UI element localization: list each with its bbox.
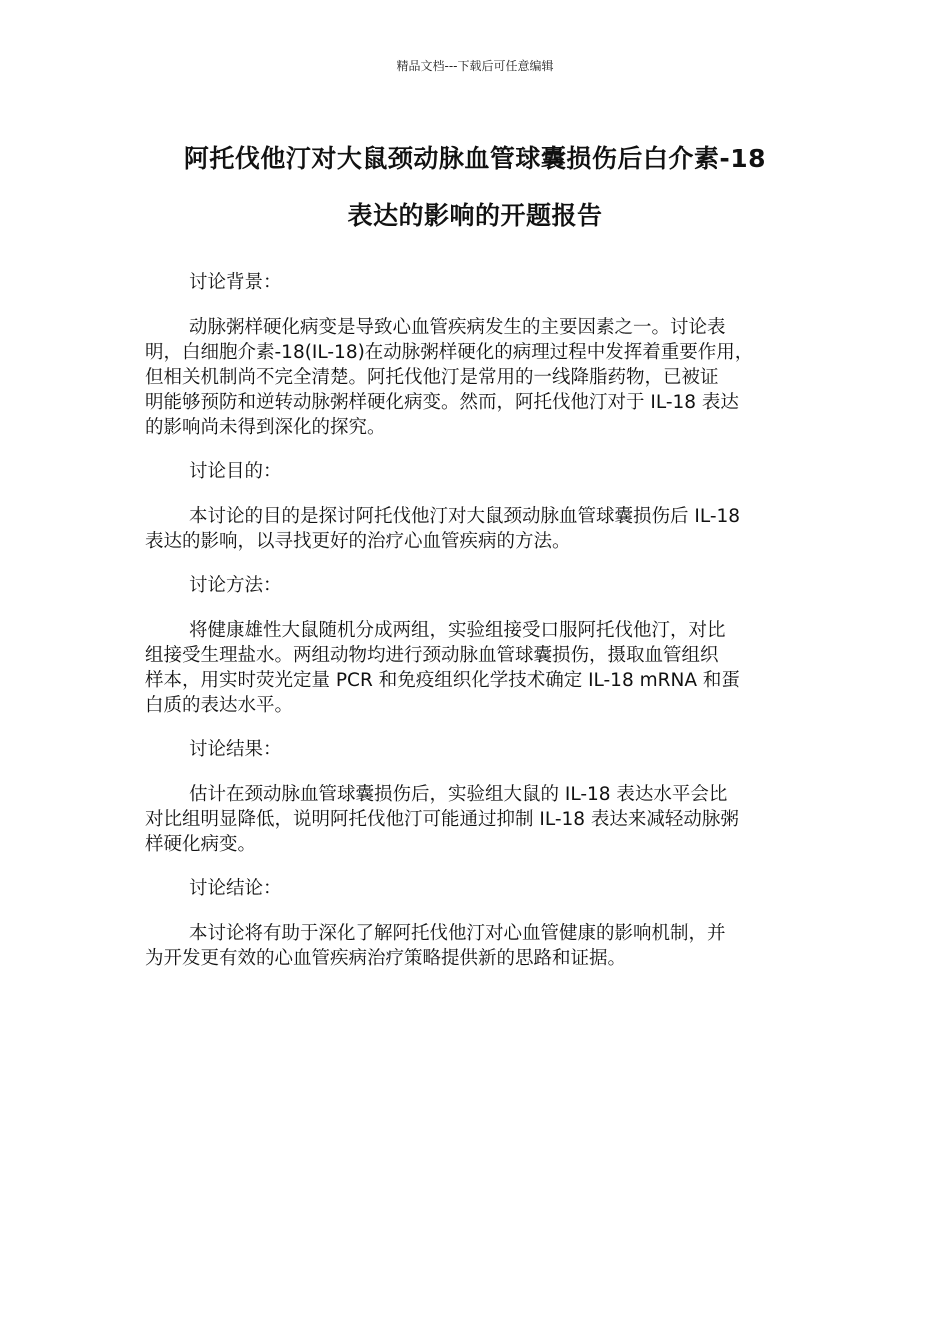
paragraph-line: 对比组明显降低，说明阿托伐他汀可能通过抑制 IL-18 表达来减轻动脉粥 [145,809,739,830]
paragraph-line: 将健康雄性大鼠随机分成两组，实验组接受口服阿托伐他汀，对比 [189,620,726,641]
page-header: 精品文档---下载后可任意编辑 [396,59,554,73]
section-heading-background: 讨论背景： [189,272,282,293]
title-line-1: 阿托伐他汀对大鼠颈动脉血管球囊损伤后白介素-18 [183,144,767,173]
document-body [145,270,817,990]
paragraph-line: 但相关机制尚不完全清楚。阿托伐他汀是常用的一线降脂药物，已被证 [145,367,719,388]
section-heading-result: 讨论结果： [189,739,282,760]
paragraph-line: 样硬化病变。 [145,834,257,855]
paragraph-line: 本讨论将有助于深化了解阿托伐他汀对心血管健康的影响机制，并 [189,923,726,944]
paragraph-line: 明能够预防和逆转动脉粥样硬化病变。然而，阿托伐他汀对于 IL-18 表达 [145,392,739,413]
section-paragraph-result [145,782,817,857]
section-heading-conclusion: 讨论结论： [189,878,282,899]
paragraph-line: 组接受生理盐水。两组动物均进行颈动脉血管球囊损伤，摄取血管组织 [145,645,719,666]
paragraph-line: 样本，用实时荧光定量 PCR 和免疫组织化学技术确定 IL-18 mRNA 和蛋 [145,670,740,691]
paragraph-line: 本讨论的目的是探讨阿托伐他汀对大鼠颈动脉血管球囊损伤后 IL-18 [189,506,741,527]
section-heading-method: 讨论方法： [189,575,282,596]
section-heading-purpose: 讨论目的： [189,461,282,482]
paragraph-line: 白质的表达水平。 [145,695,294,716]
title-line-2: 表达的影响的开题报告 [347,201,603,230]
paragraph-line: 为开发更有效的心血管疾病治疗策略提供新的思路和证据。 [145,948,627,969]
paragraph-line: 明，白细胞介素-18(IL-18)在动脉粥样硬化的病理过程中发挥着重要作用， [145,342,754,363]
section-paragraph-method [145,618,817,718]
section-paragraph-purpose [145,504,817,554]
section-paragraph-conclusion [145,921,817,971]
paragraph-line: 估计在颈动脉血管球囊损伤后，实验组大鼠的 IL-18 表达水平会比 [189,784,728,805]
paragraph-line: 动脉粥样硬化病变是导致心血管疾病发生的主要因素之一。讨论表 [189,317,726,338]
document-title [140,130,810,244]
paragraph-line: 的影响尚未得到深化的探究。 [145,417,386,438]
paragraph-line: 表达的影响，以寻找更好的治疗心血管疾病的方法。 [145,531,571,552]
section-paragraph-background [145,315,817,440]
